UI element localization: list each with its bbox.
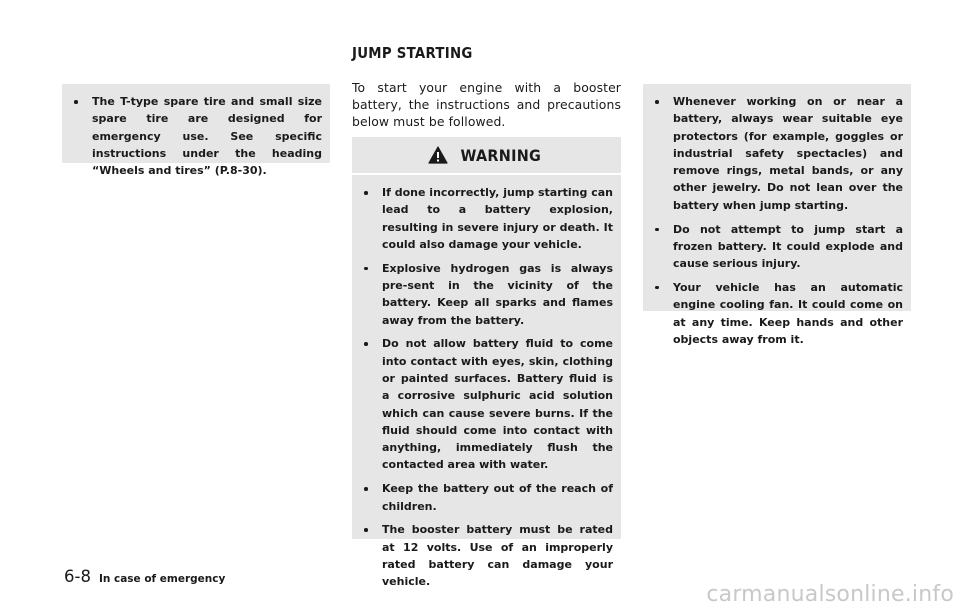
- note-box-right: [643, 84, 911, 346]
- bullet-list: [62, 84, 330, 179]
- bullet-icon: [655, 228, 659, 232]
- list-item: [364, 480, 613, 515]
- note-box-left: [62, 84, 330, 178]
- list-item-text: The booster battery must be rated at 12 volts. Use of an improperly rated battery can damage your vehicle.: [382, 523, 613, 589]
- bullet-icon: [364, 487, 368, 491]
- intro-paragraph: To start your engine with a booster battery, the instructions and precautions below must be followed.: [352, 80, 621, 130]
- bullet-list: [643, 84, 911, 348]
- section-title: In case of emergency: [98, 573, 226, 585]
- list-item: [655, 221, 903, 273]
- watermark: carmanualsonline.info: [706, 582, 954, 607]
- list-item-text: Whenever working on or near a battery, always wear suitable eye protectors (for example, goggles or industrial safety spectacles) and remove rings, metal bands, or any other jewelry. Do not lean over the battery when jump starting.: [673, 95, 903, 212]
- bullet-icon: [74, 100, 78, 104]
- list-item: [655, 279, 903, 348]
- list-item: [364, 184, 613, 253]
- list-item: [364, 521, 613, 590]
- list-item: [74, 93, 322, 179]
- bullet-icon: [364, 342, 368, 346]
- bullet-list: [352, 184, 621, 591]
- bullet-icon: [655, 100, 659, 104]
- bullet-icon: [364, 528, 368, 532]
- warning-label: WARNING: [460, 145, 541, 165]
- list-item: [364, 260, 613, 329]
- list-item: [655, 93, 903, 214]
- list-item-text: Explosive hydrogen gas is always pre-sent in the vicinity of the battery. Keep all sparks and flames away from the battery.: [382, 261, 613, 327]
- list-item-text: The T-type spare tire and small size spare tire are designed for emergency use. See specific instructions under the heading “Wheels and tires” (P.8-30).: [92, 95, 322, 178]
- bullet-icon: [655, 286, 659, 290]
- page-footer: [64, 567, 225, 586]
- list-item-text: Your vehicle has an automatic engine cooling fan. It could come on at any time. Keep hands and other objects away from it.: [673, 280, 903, 346]
- list-item: [364, 335, 613, 473]
- bullet-icon: [364, 267, 368, 271]
- page-number: 6-8: [64, 567, 91, 586]
- warning-triangle-icon: [428, 146, 448, 164]
- list-item-text: Do not attempt to jump start a frozen battery. It could explode and cause serious injury.: [673, 222, 903, 271]
- list-item-text: Do not allow battery fluid to come into contact with eyes, skin, clothing or painted surfaces. Battery fluid is a corrosive sulphuric acid solution which can cause severe burns. If the fluid should come into contact with anything, immediately flush the contacted area with water.: [382, 337, 613, 472]
- page-heading: JUMP STARTING: [352, 44, 473, 62]
- warning-header: [352, 137, 621, 175]
- bullet-icon: [364, 191, 368, 195]
- list-item-text: Keep the battery out of the reach of children.: [382, 482, 613, 513]
- list-item-text: If done incorrectly, jump starting can lead to a battery explosion, resulting in severe injury or death. It could also damage your vehicle.: [382, 186, 613, 251]
- warning-box: [352, 137, 621, 589]
